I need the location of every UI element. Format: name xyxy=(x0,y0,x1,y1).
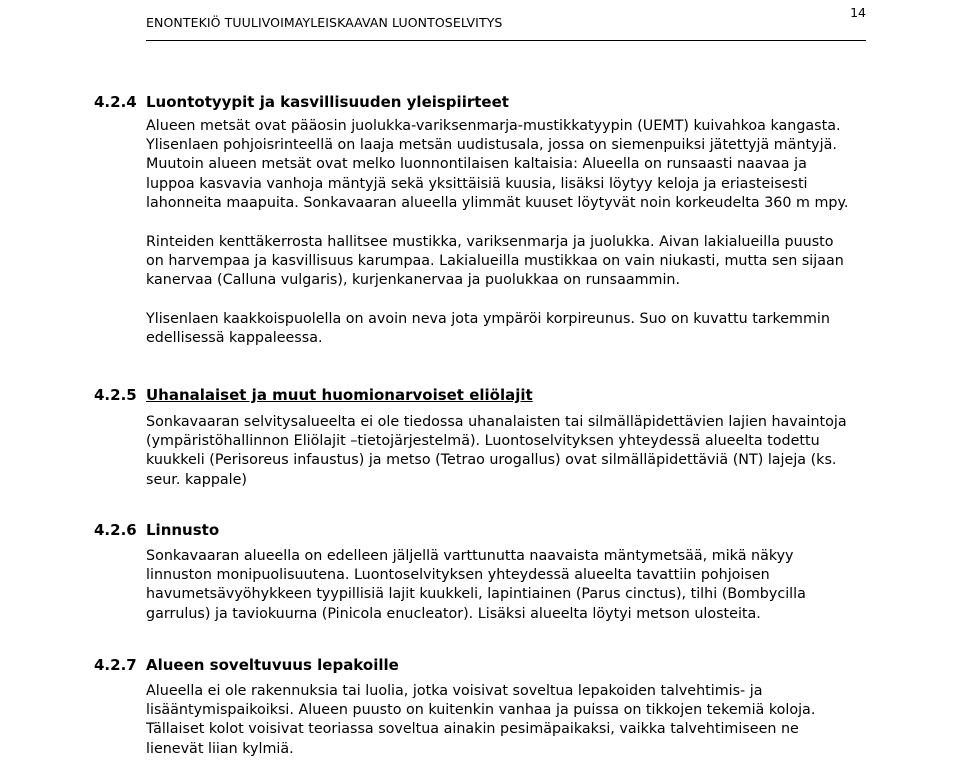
section-heading xyxy=(94,93,874,115)
section-4-2-4 xyxy=(94,93,874,348)
section-number: 4.2.5 xyxy=(94,386,137,404)
section-title: Uhanalaiset ja muut huomionarvoiset eliölajit xyxy=(146,386,533,404)
section-number: 4.2.6 xyxy=(94,521,137,539)
section-title: Alueen soveltuvuus lepakoille xyxy=(146,656,399,674)
paragraph: Sonkavaaran alueella on edelleen jäljellä varttunutta naavaista mäntymetsää, mikä näkyy linnuston monipuolisuutena. Luontoselvityksen yhteydessä alueelta tavattiin pohjoisen havumetsävyöhykkeen tyypillisiä lajit kuukkeli, lapintiainen (Parus cinctus), tilhi (Bombycilla garrulus) ja taviokuurna (Pinicola enucleator). Lisäksi alueelta löytyi metson ulosteita. xyxy=(146,548,806,622)
section-number: 4.2.7 xyxy=(94,656,137,674)
section-4-2-6 xyxy=(94,521,874,624)
section-title: Linnusto xyxy=(146,521,220,539)
paragraph: Sonkavaaran selvitysalueelta ei ole tiedossa uhanalaisten tai silmälläpidettävien lajien havaintoja (ympäristöhallinnon Eliölajit –tietojärjestelmä). Luontoselvityksen yhteydessä alueelta todettu kuukkeli (Perisoreus infaustus) ja metso (Tetrao urogallus) ovat silmälläpidettäviä (NT) lajeja (ks. seur. kappale) xyxy=(146,414,847,488)
section-number: 4.2.4 xyxy=(94,93,137,111)
running-header-row xyxy=(146,5,866,44)
paragraph: Alueella ei ole rakennuksia tai luolia, jotka voisivat soveltua lepakoiden talvehtimis- ja lisääntymispaikoiksi. Alueen puusto on kuitenkin vanhaa ja puissa on tikkojen tekemiä koloja. Tällaiset kolot voisivat teoriassa soveltua ainakin pesimäpaikaksi, vaikka talvehtimiseen ne lienevät liian kylmiä. xyxy=(146,683,816,757)
paragraph: Alueen metsät ovat pääosin juolukka-variksenmarja-mustikkatyypin (UEMT) kuivahkoa kangasta. Ylisenlaen pohjoisrinteellä on laaja metsän uudistusala, jossa on siemenpuiksi jätettyjä mäntyjä. Muutoin alueen metsät ovat melko luonnontilaisen kaltaisia: Alueella on runsaasti naavaa ja luppoa kasvavia vanhoja mäntyjä sekä yksittäisiä kuusia, lisäksi löytyy keloja ja eriasteisesti lahonneita maapuita. Sonkavaaran alueella ylimmät kuuset löytyvät noin korkeudelta 360 m mpy. xyxy=(146,118,849,211)
section-title: Luontotyypit ja kasvillisuuden yleispiirteet xyxy=(146,93,509,111)
paragraph: Rinteiden kenttäkerrosta hallitsee mustikka, variksenmarja ja juolukka. Aivan lakialueilla puusto on harvempaa ja kasvillisuus karumpaa. Lakialueilla mustikkaa on vain niukasti, mutta sen sijaan kanervaa (Calluna vulgaris), kurjenkanervaa ja puolukkaa on runsaammin. xyxy=(146,233,844,288)
section-4-2-5 xyxy=(94,386,874,490)
section-heading xyxy=(94,656,874,678)
page-number: 14 xyxy=(850,5,866,20)
running-header: ENONTEKIÖ TUULIVOIMAYLEISKAAVAN LUONTOSELVITYS xyxy=(146,15,503,30)
paragraph: Ylisenlaen kaakkoispuolella on avoin neva jota ympäröi korpireunus. Suo on kuvattu tarkemmin edellisessä kappaleessa. xyxy=(146,310,830,346)
header-rule xyxy=(146,40,866,41)
section-4-2-7 xyxy=(94,656,874,759)
section-heading xyxy=(94,521,874,543)
section-heading xyxy=(94,386,874,408)
